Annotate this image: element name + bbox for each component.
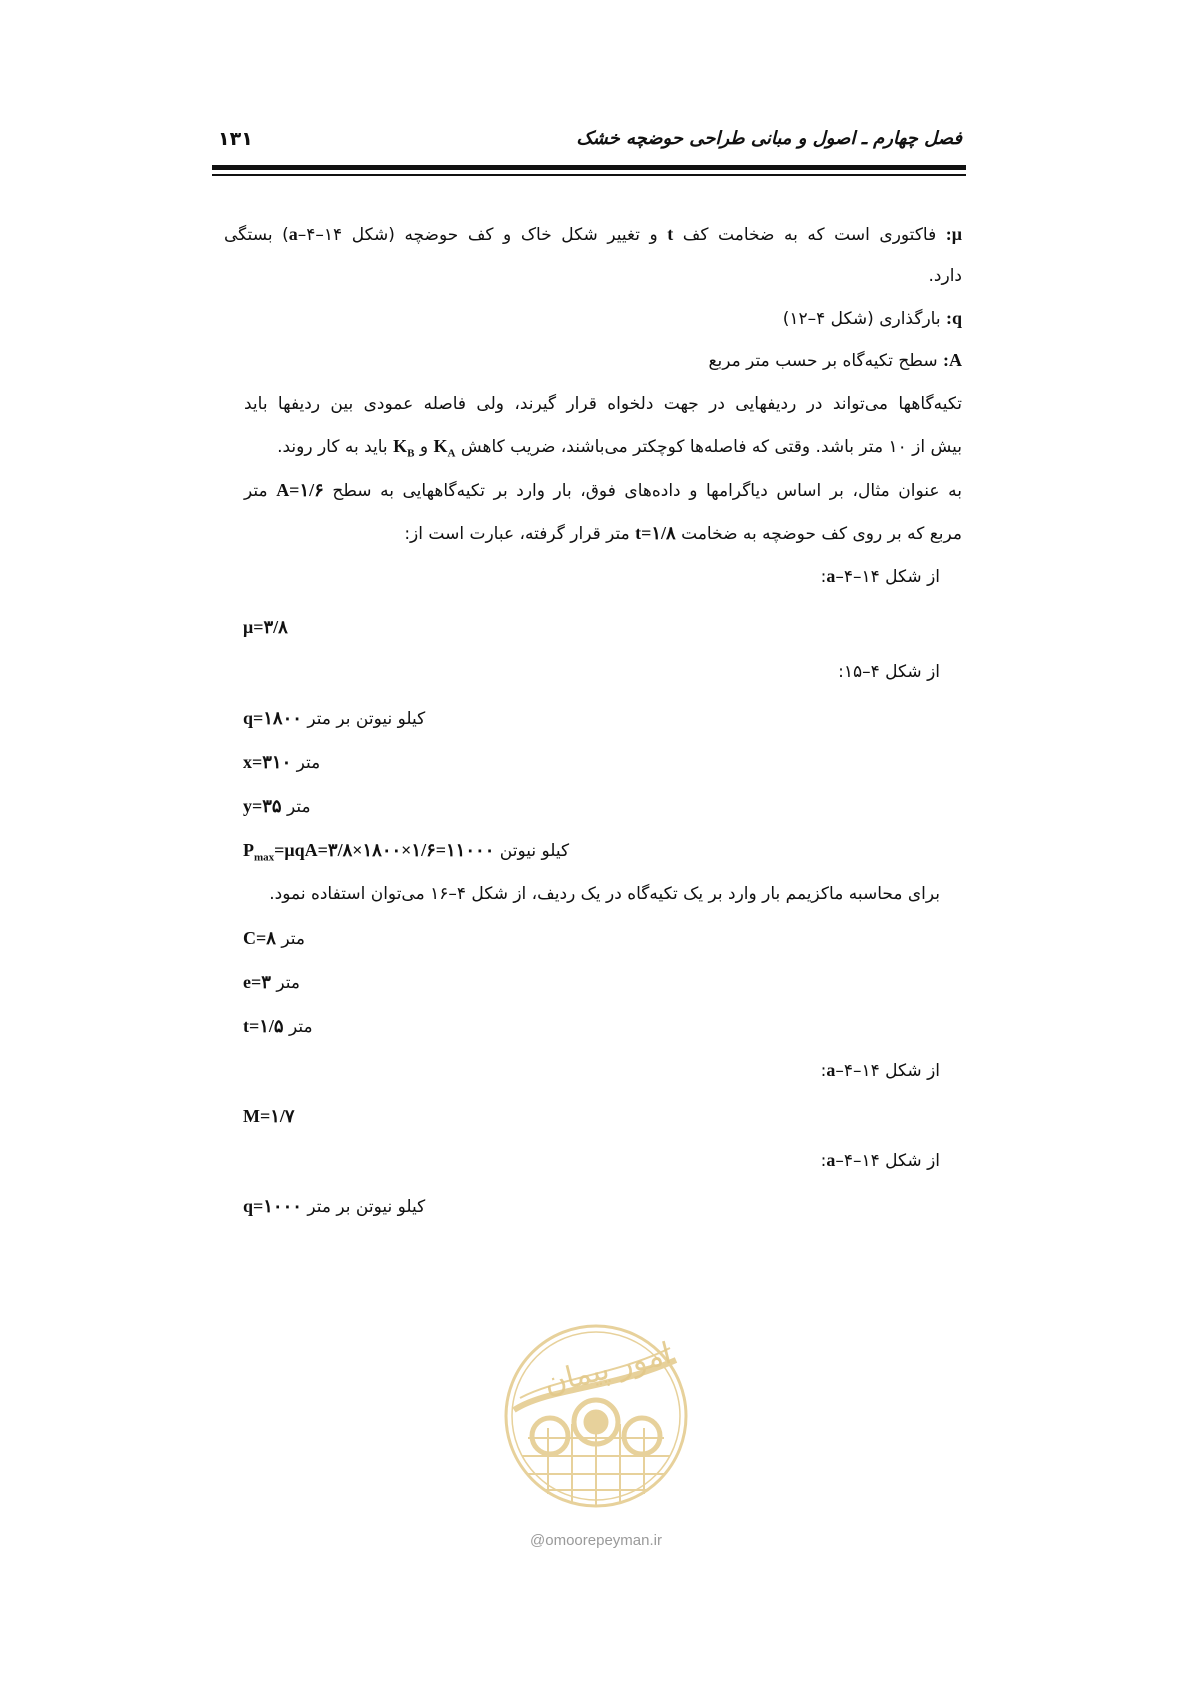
- def-a-text: سطح تکیه‌گاه بر حسب متر مربع: [708, 351, 938, 371]
- eq-q2: [243, 1194, 425, 1219]
- def-a: A: سطح تکیه‌گاه بر حسب متر مربع: [708, 350, 962, 371]
- from-fig-3-prefix: از شکل: [879, 1061, 940, 1081]
- symbol-ka: K: [433, 436, 448, 456]
- eq-pmax-unit: کیلو نیوتن: [499, 841, 570, 861]
- eq-e-expr: e=۳: [243, 972, 271, 992]
- eq-x-unit: متر: [296, 753, 321, 773]
- from-fig-3-ref: a: [826, 1060, 836, 1080]
- eq-q1-unit: کیلو نیوتن بر متر: [307, 709, 426, 729]
- eq-q2-expr: q=۱۰۰۰: [243, 1196, 302, 1216]
- chapter-title: فصل چهارم ـ اصول و مبانی طراحی حوضچه خشک: [576, 128, 962, 149]
- def-q: q: بارگذاری (شکل ۴–۱۲): [782, 308, 962, 329]
- def-q-text: بارگذاری (شکل ۴–۱۲): [782, 309, 941, 329]
- from-fig-4-ref: a: [826, 1150, 836, 1170]
- logo-icon: [498, 1318, 694, 1514]
- eq-e-unit: متر: [276, 973, 300, 993]
- def-mu-line1: μ: فاکتوری است که به ضخامت کف t و تغییر شکل خاک و کف حوضچه (شکل a–۴–۱۴) بستگی: [224, 224, 962, 245]
- symbol-kb-sub: B: [407, 447, 415, 460]
- eq-y: [243, 794, 311, 819]
- logo-text: امور پیمان: [540, 1336, 675, 1402]
- from-fig-4-suffix: –۴–۱۴:: [820, 1151, 880, 1171]
- para2-text-c: مربع که بر روی کف حوضچه به ضخامت: [675, 524, 962, 544]
- eq-t-expr: t=۱/۵: [243, 1016, 284, 1036]
- symbol-q: q: [951, 308, 962, 328]
- symbol-kb: K: [393, 436, 408, 456]
- para2-text-a: به عنوان مثال، بر اساس دیاگرامها و داده‌های فوق، بار وارد بر تکیه‌گاههایی به سطح: [323, 481, 962, 501]
- eq-y-unit: متر: [287, 797, 311, 817]
- eq-pmax: [243, 838, 569, 869]
- symbol-ka-sub: A: [447, 447, 456, 460]
- eq-q2-unit: کیلو نیوتن بر متر: [307, 1197, 426, 1217]
- para1-and: و: [414, 437, 434, 457]
- eq-q1: [243, 706, 425, 731]
- eq-x: [243, 750, 320, 775]
- header-rule-thin: [212, 174, 966, 176]
- eq-pmax-symbol: P: [243, 840, 254, 860]
- eq-t: [243, 1014, 313, 1039]
- eq-x-expr: x=۳۱۰: [243, 752, 292, 772]
- eq-c: [243, 926, 305, 951]
- from-fig-4: [821, 1148, 940, 1173]
- eq-thickness: t=۱/۸: [635, 523, 676, 543]
- from-fig-2: از شکل ۴–۱۵:: [838, 662, 940, 682]
- from-fig-1-suffix: –۴–۱۴:: [820, 567, 880, 587]
- def-mu-text-a: فاکتوری است که به ضخامت کف: [673, 225, 937, 245]
- eq-q1-expr: q=۱۸۰۰: [243, 708, 302, 728]
- eq-area: A=۱/۶: [276, 480, 324, 500]
- eq-c-unit: متر: [281, 929, 305, 949]
- para3: برای محاسبه ماکزیمم بار وارد بر یک تکیه‌گاه در یک ردیف، از شکل ۴–۱۶ می‌توان استفاده نمود.: [269, 884, 940, 904]
- watermark-url-text: omoorepeyman.ir: [545, 1532, 662, 1549]
- eq-pmax-expr: =μqA=۳/۸×۱۸۰۰×۱/۶=۱۱۰۰۰: [274, 840, 495, 860]
- watermark-url: @omoorepeyman.ir: [530, 1532, 662, 1549]
- from-fig-1-ref: a: [826, 566, 836, 586]
- eq-m: M=۱/۷: [243, 1106, 295, 1126]
- para2-line2: [404, 521, 962, 546]
- para2-text-b: متر: [244, 481, 277, 501]
- eq-y-expr: y=۳۵: [243, 796, 282, 816]
- para1-text-a: بیش از ۱۰ متر باشد. وقتی که فاصله‌ها کوچکتر می‌باشند، ضریب کاهش: [455, 437, 962, 457]
- eq-mu: μ=۳/۸: [243, 617, 288, 637]
- para2-text-d: متر قرار گرفته، عبارت است از:: [404, 524, 636, 544]
- page-number: ۱۳۱: [218, 128, 253, 150]
- symbol-a: A: [949, 350, 962, 370]
- para1-line2: [277, 434, 962, 465]
- eq-t-unit: متر: [289, 1017, 313, 1037]
- from-fig-1: [821, 564, 940, 589]
- symbol-mu: μ: [951, 224, 962, 244]
- def-mu-text-b: و تغییر شکل خاک و کف حوضچه (شکل: [342, 225, 668, 245]
- symbol-t: t: [667, 224, 674, 244]
- para2-line1: [244, 478, 962, 503]
- watermark-logo: [498, 1318, 694, 1514]
- from-fig-3: [821, 1058, 940, 1083]
- def-mu-line2: دارد.: [928, 266, 962, 286]
- eq-c-expr: C=۸: [243, 928, 276, 948]
- fig-ref-a: a: [288, 224, 298, 244]
- para1-text-b: باید به کار روند.: [277, 437, 394, 457]
- eq-pmax-sub: max: [254, 851, 275, 864]
- eq-e: [243, 970, 300, 995]
- from-fig-3-suffix: –۴–۱۴:: [820, 1061, 880, 1081]
- def-mu-text-c: –۴–۱۴) بستگی: [224, 225, 343, 245]
- from-fig-4-prefix: از شکل: [879, 1151, 940, 1171]
- para1-line1: تکیه‌گاهها می‌تواند در ردیفهایی در جهت دلخواه قرار گیرند، ولی فاصله عمودی بین ردیفها باید: [244, 394, 962, 414]
- from-fig-1-prefix: از شکل: [879, 567, 940, 587]
- header-rule-thick: [212, 165, 966, 170]
